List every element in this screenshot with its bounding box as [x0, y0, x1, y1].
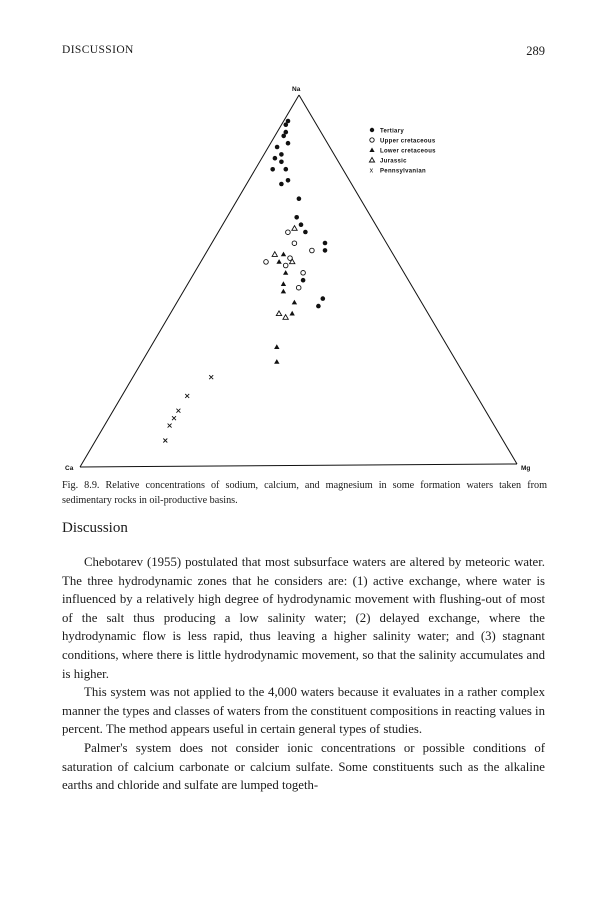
legend-item-lower-cretaceous [369, 148, 436, 155]
data-point-tertiary [279, 160, 284, 165]
data-point-tertiary [279, 152, 284, 157]
legend-marker-cross: x [369, 167, 374, 175]
data-point-tertiary [303, 230, 308, 235]
data-point-tertiary [286, 178, 291, 183]
body-paragraph: Chebotarev (1955) postulated that most subsurface waters are altered by meteoric water. The three hydrodynamic zones that he considers are: (1) active exchange, where water is influenced by a relatively high degree of hydrodynamic movement with flushing-out of most of the salt thus producing a low salinity water; (2) delayed exchange, where the hydrodynamic flow is less rapid, thus leaving a higher salinity water; and (3) stagnant conditions, where there is little hydrodynamic movement, so that the salinity accumulates and is higher. [62, 555, 545, 681]
legend-item-pennsylvanian [370, 168, 426, 175]
data-point-jurassic [272, 252, 277, 257]
legend-marker-open-circle [370, 138, 374, 142]
legend-marker-filled-circle [370, 128, 374, 132]
data-point-tertiary [286, 141, 291, 146]
data-point-tertiary [321, 296, 326, 301]
ternary-diagram [60, 78, 550, 474]
legend-marker-filled-triangle [369, 148, 374, 153]
vertex-label-ca: Ca [65, 465, 74, 472]
data-point-tertiary [316, 304, 321, 309]
data-point-lower-cretaceous [274, 344, 279, 349]
body-paragraph: This system was not applied to the 4,000 waters because it evaluates in a rather complex manner the types and classes of waters from the constituent compositions in reacting values in percent. The method appears useful in certain general types of studies. [62, 685, 545, 737]
data-point-upper-cretaceous [286, 230, 291, 235]
vertex-label-mg: Mg [521, 465, 531, 472]
data-point-lower-cretaceous [274, 359, 279, 364]
data-point-tertiary [301, 278, 306, 283]
running-header-title: DISCUSSION [62, 44, 134, 56]
section-heading: Discussion [62, 520, 128, 536]
legend-marker-open-triangle [369, 158, 374, 163]
data-point-lower-cretaceous [283, 270, 288, 275]
data-point-lower-cretaceous [281, 289, 286, 294]
data-point-tertiary [323, 248, 328, 253]
data-point-lower-cretaceous [281, 252, 286, 257]
data-point-pennsylvanian [168, 424, 172, 428]
legend-label-tertiary: Tertiary [380, 128, 404, 135]
data-point-tertiary [284, 122, 289, 127]
legend-item-tertiary [370, 128, 405, 135]
data-point-pennsylvanian [185, 394, 189, 398]
legend-label-lower-cretaceous: Lower cretaceous [380, 148, 436, 155]
legend-label-upper-cretaceous: Upper cretaceous [380, 138, 436, 145]
triangle-edge-base [80, 464, 517, 467]
data-point-tertiary [299, 222, 304, 227]
figure-caption: Fig. 8.9. Relative concentrations of sodium, calcium, and magnesium in some formation waters taken from sedimentary rocks in oil-productive basins. [62, 480, 547, 506]
page-number: 289 [526, 44, 545, 58]
running-header [62, 44, 545, 60]
data-point-jurassic [292, 226, 297, 231]
data-point-tertiary [284, 167, 289, 172]
data-point-tertiary [275, 145, 280, 150]
data-point-lower-cretaceous [290, 311, 295, 316]
data-point-upper-cretaceous [296, 285, 301, 290]
data-point-jurassic [276, 311, 281, 316]
data-point-pennsylvanian [163, 439, 167, 443]
data-point-upper-cretaceous [310, 248, 315, 253]
data-point-pennsylvanian [176, 409, 180, 413]
legend-label-pennsylvanian: Pennsylvanian [380, 168, 426, 175]
data-point-jurassic [283, 315, 288, 320]
legend-label-jurassic: Jurassic [380, 158, 407, 165]
data-point-tertiary [323, 241, 328, 246]
data-point-tertiary [281, 134, 286, 139]
data-point-upper-cretaceous [283, 263, 288, 268]
data-point-tertiary [297, 196, 302, 201]
triangle-edge-left [80, 95, 299, 467]
legend-item-jurassic [369, 158, 407, 165]
data-point-tertiary [273, 156, 278, 161]
data-point-lower-cretaceous [281, 281, 286, 286]
data-points [163, 119, 327, 443]
data-point-tertiary [270, 167, 275, 172]
data-point-lower-cretaceous [276, 259, 281, 264]
data-point-upper-cretaceous [292, 241, 297, 246]
data-point-lower-cretaceous [292, 300, 297, 305]
data-point-pennsylvanian [172, 416, 176, 420]
data-point-tertiary [279, 182, 284, 187]
data-point-upper-cretaceous [301, 271, 306, 276]
vertex-label-na: Na [292, 86, 301, 93]
body-paragraph: Palmer's system does not consider ionic concentrations or possible conditions of saturation of calcium carbonate or calcium sulfate. Some constituents such as the alkaline earths and chloride and sulfate are lumped togeth- [62, 740, 545, 793]
legend-item-upper-cretaceous [370, 138, 436, 145]
data-point-tertiary [294, 215, 299, 220]
chart-legend [369, 128, 436, 175]
data-point-upper-cretaceous [264, 260, 269, 265]
body-text [62, 553, 545, 795]
ternary-figure [60, 78, 550, 474]
data-point-pennsylvanian [209, 375, 213, 379]
